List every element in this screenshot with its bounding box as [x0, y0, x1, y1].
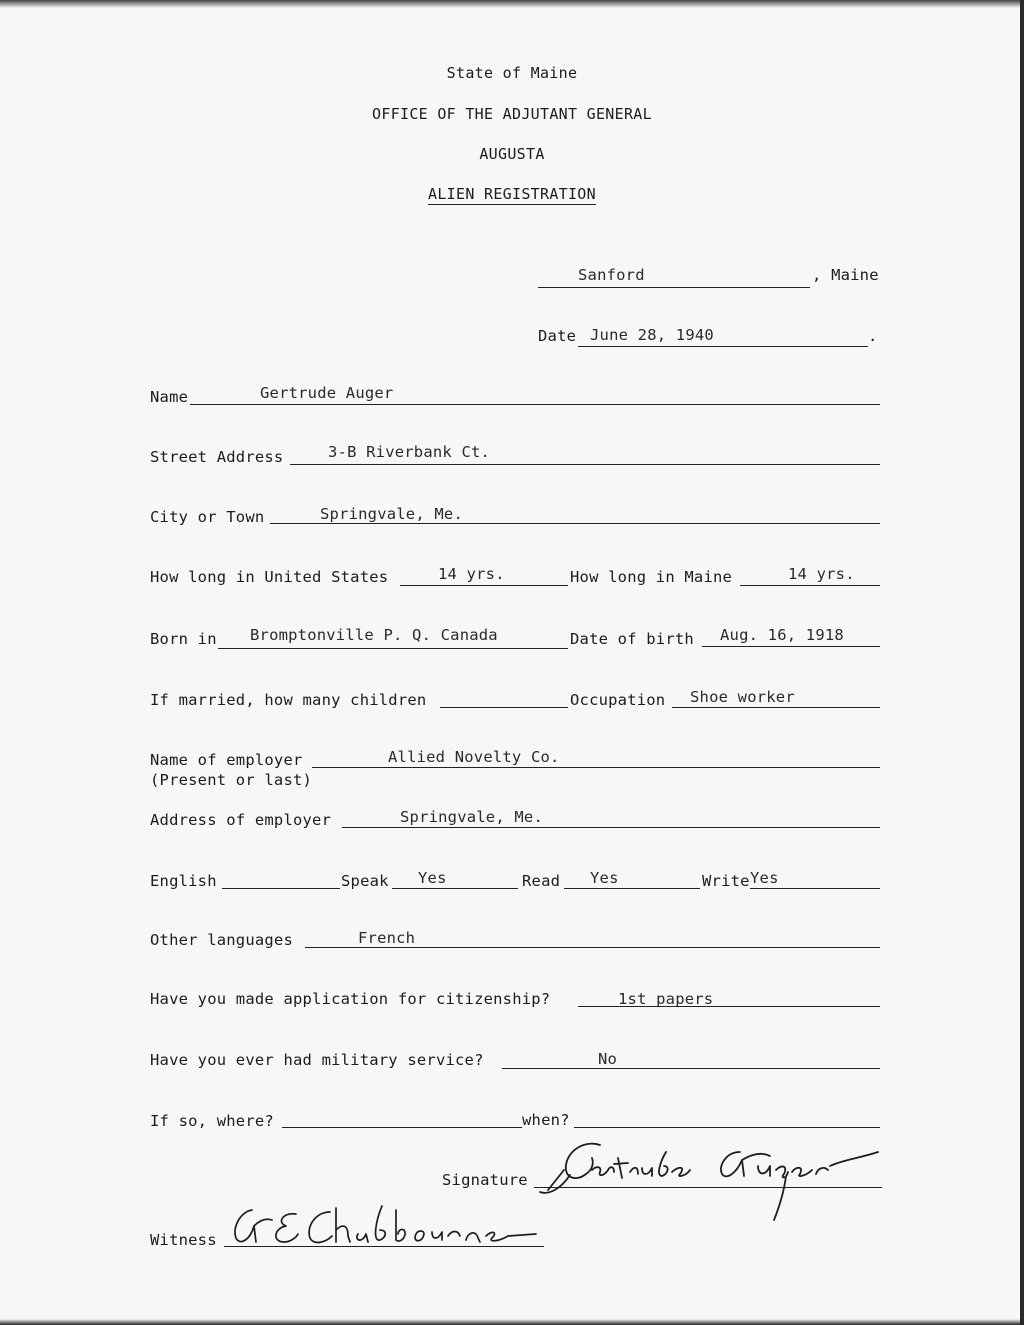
write-line: [750, 888, 880, 889]
other-languages-label: Other languages: [150, 931, 293, 949]
header-state: State of Maine: [446, 64, 578, 82]
children-label: If married, how many children: [150, 691, 427, 709]
maine-years-line: [740, 585, 880, 586]
name-value: Gertrude Auger: [260, 384, 394, 402]
other-languages-value: French: [358, 929, 416, 947]
military-label: Have you ever had military service?: [150, 1051, 484, 1069]
read-label: Read: [522, 872, 561, 890]
english-label: English: [150, 872, 217, 890]
name-line: [190, 404, 880, 405]
english-line: [222, 888, 340, 889]
occupation-line: [672, 707, 880, 708]
where-line: [282, 1127, 522, 1128]
location-town: Sanford: [578, 266, 645, 284]
street-label: Street Address: [150, 448, 284, 466]
dob-label: Date of birth: [570, 630, 694, 648]
when-label: when?: [522, 1111, 570, 1129]
date-end: .: [868, 327, 878, 345]
scan-edge-top: [0, 0, 1024, 8]
date-value: June 28, 1940: [590, 326, 714, 344]
us-years-label: How long in United States: [150, 568, 389, 586]
signature-label: Signature: [442, 1171, 528, 1189]
location-state: , Maine: [812, 266, 879, 284]
military-line: [502, 1068, 880, 1069]
occupation-value: Shoe worker: [690, 688, 795, 706]
us-years-line: [400, 585, 568, 586]
speak-label: Speak: [341, 872, 389, 890]
witness-label: Witness: [150, 1231, 217, 1249]
form-title: ALIEN REGISTRATION: [428, 185, 596, 203]
born-line: [218, 648, 568, 649]
employer-address-label: Address of employer: [150, 811, 332, 829]
military-value: No: [598, 1050, 618, 1068]
speak-value: Yes: [418, 869, 447, 887]
street-line: [290, 464, 880, 465]
occupation-label: Occupation: [570, 691, 666, 709]
maine-years-value: 14 yrs.: [788, 565, 855, 583]
other-languages-line: [305, 947, 880, 948]
where-label: If so, where?: [150, 1112, 274, 1130]
city-label: City or Town: [150, 508, 265, 526]
employer-address-line: [342, 827, 880, 828]
when-line: [574, 1127, 880, 1128]
write-value: Yes: [750, 869, 779, 887]
born-value: Bromptonville P. Q. Canada: [250, 626, 498, 644]
read-value: Yes: [590, 869, 619, 887]
employer-label: Name of employer: [150, 751, 303, 769]
read-line: [564, 888, 700, 889]
name-label: Name: [150, 388, 189, 406]
dob-line: [702, 646, 880, 647]
scan-edge-bottom: [0, 1319, 1024, 1325]
signature-handwriting: [530, 1130, 900, 1230]
citizenship-line: [578, 1006, 880, 1007]
employer-line: [312, 767, 880, 768]
children-line: [440, 707, 568, 708]
street-value: 3-B Riverbank Ct.: [328, 443, 491, 461]
employer-sublabel: (Present or last): [150, 771, 313, 789]
witness-handwriting: [226, 1196, 556, 1256]
date-label: Date: [538, 327, 577, 345]
employer-value: Allied Novelty Co.: [388, 748, 560, 766]
maine-years-label: How long in Maine: [570, 568, 733, 586]
born-label: Born in: [150, 630, 217, 648]
city-value: Springvale, Me.: [320, 505, 463, 523]
speak-line: [392, 888, 518, 889]
header-office: OFFICE OF THE ADJUTANT GENERAL: [372, 105, 652, 123]
employer-address-value: Springvale, Me.: [400, 808, 543, 826]
us-years-value: 14 yrs.: [438, 565, 505, 583]
write-label: Write: [702, 872, 750, 890]
city-line: [270, 523, 880, 524]
header-city: AUGUSTA: [479, 145, 545, 163]
citizenship-value: 1st papers: [618, 990, 714, 1008]
location-line: [538, 287, 810, 288]
dob-value: Aug. 16, 1918: [720, 626, 844, 644]
date-line: [578, 346, 868, 347]
citizenship-label: Have you made application for citizenship?: [150, 990, 551, 1008]
